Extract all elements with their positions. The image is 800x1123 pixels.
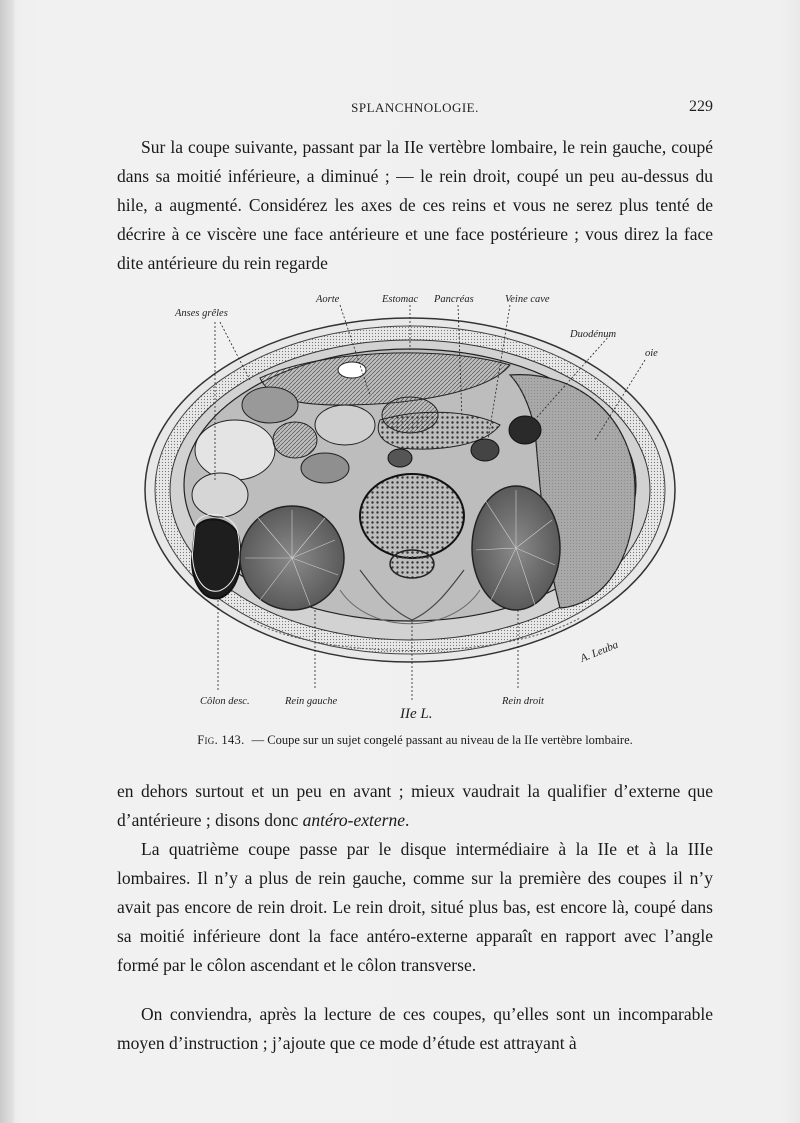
caption-text: — Coupe sur un sujet congelé passant au niveau de la IIe vertèbre lombaire.	[251, 733, 633, 747]
aorta	[388, 449, 412, 467]
paragraph-2-text-a: en dehors surtout et un peu en avant ; mieux vaudrait la qualifier d’externe que d’antérieure ; disons donc	[117, 781, 713, 830]
paragraph-2-emphasis: antéro-externe	[302, 810, 406, 830]
label-vertebra: IIe L.	[400, 706, 433, 722]
paragraph-3: La quatrième coupe passe par le disque intermédiaire à la IIe et à la IIIe lombaires. Il n’y a plus de rein gauche, comme sur la première des coupes il n’y avait pas encore de rein droit. Le rein droit, situé plus bas, est encore là, coupé dans sa moitié inférieure dont la face antéro-externe apparaît en rapport avec l’angle formé par le côlon ascendant et le côlon transverse.	[117, 839, 713, 975]
paragraph-2	[117, 777, 713, 835]
descending-colon	[192, 519, 241, 598]
page-number: 229	[689, 98, 713, 115]
figure-caption	[117, 733, 713, 748]
label-veine-cave: Veine cave	[505, 294, 550, 305]
label-colon-desc: Côlon desc.	[200, 696, 250, 707]
label-pancreas: Pancréas	[434, 294, 474, 305]
artist-signature: A. Leuba	[578, 638, 620, 665]
label-anses-greles: Anses grêles	[175, 308, 228, 319]
anatomical-figure	[140, 290, 700, 730]
page-header	[117, 97, 713, 123]
spinal-canal	[390, 550, 434, 578]
label-rein-droit: Rein droit	[502, 696, 544, 707]
paragraph-1: Sur la coupe suivante, passant par la IIe vertèbre lombaire, le rein gauche, coupé dans sa moitié inférieure, a diminué ; — le rein droit, coupé un peu au-dessus du hile, a augmenté. Considérez les axes de ces reins et vous ne serez plus tenté de décrire à ce viscère une face antérieure et une face postérieure ; vous direz la face dite antérieure du rein regarde	[117, 137, 713, 273]
vertebral-body	[360, 474, 464, 558]
label-aorte: Aorte	[316, 294, 340, 305]
label-estomac: Estomac	[382, 294, 419, 305]
vena-cava	[471, 439, 499, 461]
label-rein-gauche: Rein gauche	[285, 696, 338, 707]
paragraph-2-text-b: .	[405, 810, 410, 830]
running-title: SPLANCHNOLOGIE.	[351, 100, 479, 115]
cross-section-illustration	[140, 290, 700, 730]
figure-number: Fig. 143.	[197, 733, 245, 747]
paragraph-4: On conviendra, après la lecture de ces coupes, qu’elles sont un incomparable moyen d’instruction ; j’ajoute que ce mode d’étude est attrayant à	[117, 1004, 713, 1053]
duodenum	[509, 416, 541, 444]
label-foie: oie	[645, 348, 658, 359]
label-duodenum: Duodénum	[570, 329, 617, 340]
